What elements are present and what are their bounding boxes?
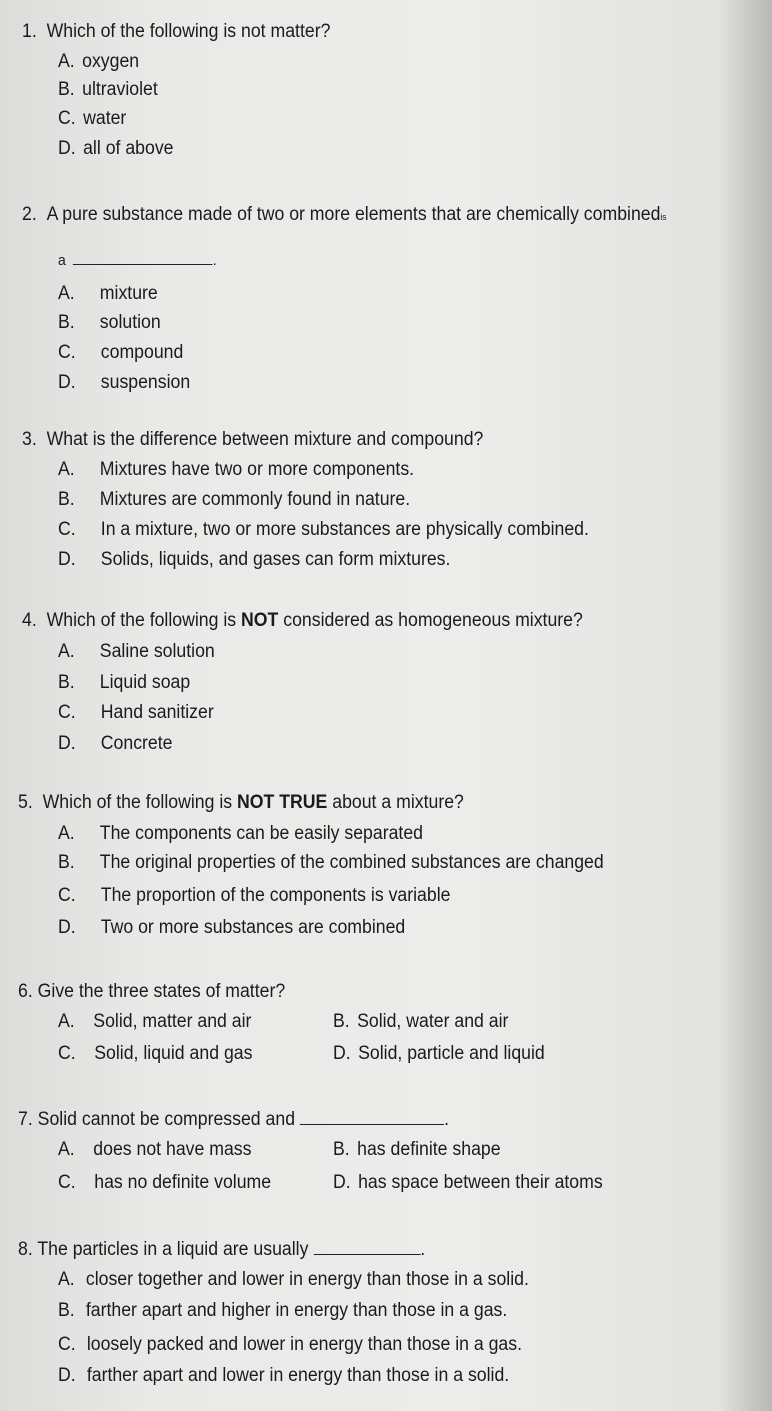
option-c[interactable] xyxy=(58,519,589,541)
option-letter: A. xyxy=(58,283,75,304)
question-number: 5. xyxy=(18,792,33,813)
question-text: Which of the following is xyxy=(42,792,238,813)
option-text: oxygen xyxy=(82,51,140,72)
option-letter: D. xyxy=(58,917,76,938)
option-letter: D. xyxy=(58,549,76,570)
option-b[interactable] xyxy=(58,1300,507,1322)
option-d[interactable] xyxy=(333,1172,603,1194)
option-text: Saline solution xyxy=(99,641,215,662)
option-d[interactable] xyxy=(333,1043,545,1065)
option-letter: C. xyxy=(58,885,76,906)
option-b[interactable] xyxy=(58,672,190,694)
option-letter: C. xyxy=(58,1334,76,1355)
question-number: 4. xyxy=(22,610,37,631)
question-tail: is xyxy=(660,212,667,222)
option-d[interactable] xyxy=(58,1365,509,1387)
option-a[interactable] xyxy=(58,51,139,73)
option-d[interactable] xyxy=(58,372,190,394)
option-letter: B. xyxy=(58,489,75,510)
question-5-stem xyxy=(18,792,464,814)
option-text: Mixtures are commonly found in nature. xyxy=(99,489,411,510)
option-letter: C. xyxy=(58,702,76,723)
option-text: compound xyxy=(100,342,184,363)
question-text: Give the three states of matter? xyxy=(37,981,286,1002)
option-letter: D. xyxy=(58,138,76,159)
question-number: 6. xyxy=(18,981,33,1002)
question-4-stem xyxy=(22,610,583,632)
option-letter: D. xyxy=(333,1172,351,1193)
option-b[interactable] xyxy=(58,312,161,334)
option-letter: D. xyxy=(58,1365,76,1386)
question-number: 8. xyxy=(18,1239,33,1260)
option-text: has space between their atoms xyxy=(358,1172,603,1193)
question-number: 3. xyxy=(22,429,37,450)
option-c[interactable] xyxy=(58,885,450,907)
option-text: Concrete xyxy=(100,733,173,754)
option-letter: B. xyxy=(58,79,75,100)
option-a[interactable] xyxy=(58,1269,529,1291)
option-text: solution xyxy=(99,312,161,333)
option-text: does not have mass xyxy=(93,1139,252,1160)
question-6-stem xyxy=(18,981,285,1003)
option-c[interactable] xyxy=(58,1334,522,1356)
option-text: Mixtures have two or more components. xyxy=(99,459,415,480)
blank-end: . xyxy=(212,252,217,269)
option-letter: B. xyxy=(58,1300,75,1321)
option-text: water xyxy=(83,108,127,129)
option-letter: A. xyxy=(58,641,75,662)
option-text: suspension xyxy=(100,372,191,393)
option-b[interactable] xyxy=(58,852,604,874)
question-7-stem xyxy=(18,1108,449,1131)
question-3-stem xyxy=(22,429,483,451)
option-a[interactable] xyxy=(58,641,215,663)
option-letter: D. xyxy=(58,372,76,393)
option-letter: B. xyxy=(333,1139,350,1160)
question-text: considered as homogeneous mixture? xyxy=(278,610,583,631)
question-number: 7. xyxy=(18,1109,33,1130)
continuation-text: a xyxy=(58,252,66,269)
option-letter: C. xyxy=(58,108,76,129)
option-letter: A. xyxy=(58,1269,75,1290)
option-letter: D. xyxy=(58,733,76,754)
question-text: A pure substance made of two or more elements that are chemically combined xyxy=(46,204,661,225)
question-2-stem xyxy=(22,204,666,228)
question-8-stem xyxy=(18,1238,425,1261)
answer-blank xyxy=(313,1238,420,1255)
option-text: The original properties of the combined substances are changed xyxy=(99,852,604,873)
option-text: farther apart and lower in energy than those in a solid. xyxy=(86,1365,510,1386)
option-b[interactable] xyxy=(58,489,410,511)
option-text: The components can be easily separated xyxy=(99,823,423,844)
question-1-stem xyxy=(22,21,330,43)
blank-end: . xyxy=(420,1239,426,1260)
question-text: about a mixture? xyxy=(327,792,464,813)
option-text: farther apart and higher in energy than those in a gas. xyxy=(85,1300,508,1321)
question-text: What is the difference between mixture and compound? xyxy=(46,429,484,450)
option-letter: B. xyxy=(58,312,75,333)
option-a[interactable] xyxy=(58,459,414,481)
option-text: has no definite volume xyxy=(94,1172,272,1193)
option-b[interactable] xyxy=(333,1011,508,1033)
option-text: Two or more substances are combined xyxy=(100,917,406,938)
option-c[interactable] xyxy=(58,1172,271,1194)
option-text: In a mixture, two or more substances are physically combined. xyxy=(100,519,589,540)
option-text: Liquid soap xyxy=(99,672,191,693)
option-a[interactable] xyxy=(58,283,158,305)
option-text: The proportion of the components is variable xyxy=(100,885,451,906)
option-text: Solid, matter and air xyxy=(93,1011,252,1032)
option-text: loosely packed and lower in energy than those in a gas. xyxy=(86,1334,522,1355)
option-c[interactable] xyxy=(58,1043,252,1065)
option-letter: A. xyxy=(58,823,75,844)
option-letter: A. xyxy=(58,51,75,72)
option-letter: A. xyxy=(58,1139,75,1160)
option-b[interactable] xyxy=(58,79,158,101)
option-text: closer together and lower in energy than those in a solid. xyxy=(85,1269,529,1290)
answer-blank xyxy=(300,1108,444,1125)
option-text: mixture xyxy=(99,283,158,304)
question-emphasis: NOT xyxy=(241,610,279,631)
question-number: 1. xyxy=(22,21,37,42)
option-d[interactable] xyxy=(58,917,405,939)
option-letter: C. xyxy=(58,519,76,540)
option-letter: C. xyxy=(58,342,76,363)
option-d[interactable] xyxy=(58,549,450,571)
option-a[interactable] xyxy=(58,823,423,845)
option-letter: C. xyxy=(58,1043,76,1064)
option-letter: B. xyxy=(58,852,75,873)
option-text: Hand sanitizer xyxy=(100,702,214,723)
option-d[interactable] xyxy=(58,138,173,160)
option-text: has definite shape xyxy=(357,1139,501,1160)
question-text: Which of the following is xyxy=(46,610,242,631)
question-number: 2. xyxy=(22,204,37,225)
option-a[interactable] xyxy=(58,1139,251,1161)
option-letter: D. xyxy=(333,1043,351,1064)
option-letter: B. xyxy=(58,672,75,693)
option-text: Solid, water and air xyxy=(357,1011,509,1032)
option-b[interactable] xyxy=(333,1139,501,1161)
option-letter: C. xyxy=(58,1172,76,1193)
option-a[interactable] xyxy=(58,1011,251,1033)
option-c[interactable] xyxy=(58,342,183,364)
option-text: all of above xyxy=(83,138,174,159)
option-c[interactable] xyxy=(58,702,214,724)
option-text: Solid, particle and liquid xyxy=(358,1043,545,1064)
option-letter: B. xyxy=(333,1011,350,1032)
option-c[interactable] xyxy=(58,108,126,130)
question-text: The particles in a liquid are usually xyxy=(37,1239,309,1260)
question-text: Solid cannot be compressed and xyxy=(37,1109,296,1130)
option-d[interactable] xyxy=(58,733,172,755)
option-text: Solid, liquid and gas xyxy=(94,1043,253,1064)
blank-end: . xyxy=(444,1109,449,1130)
option-letter: A. xyxy=(58,1011,75,1032)
answer-blank xyxy=(73,248,213,265)
option-letter: A. xyxy=(58,459,75,480)
question-text: Which of the following is not matter? xyxy=(46,21,331,42)
option-text: Solids, liquids, and gases can form mixtures. xyxy=(100,549,451,570)
option-text: ultraviolet xyxy=(82,79,158,100)
question-2-continuation xyxy=(58,248,217,272)
question-emphasis: NOT TRUE xyxy=(237,792,328,813)
